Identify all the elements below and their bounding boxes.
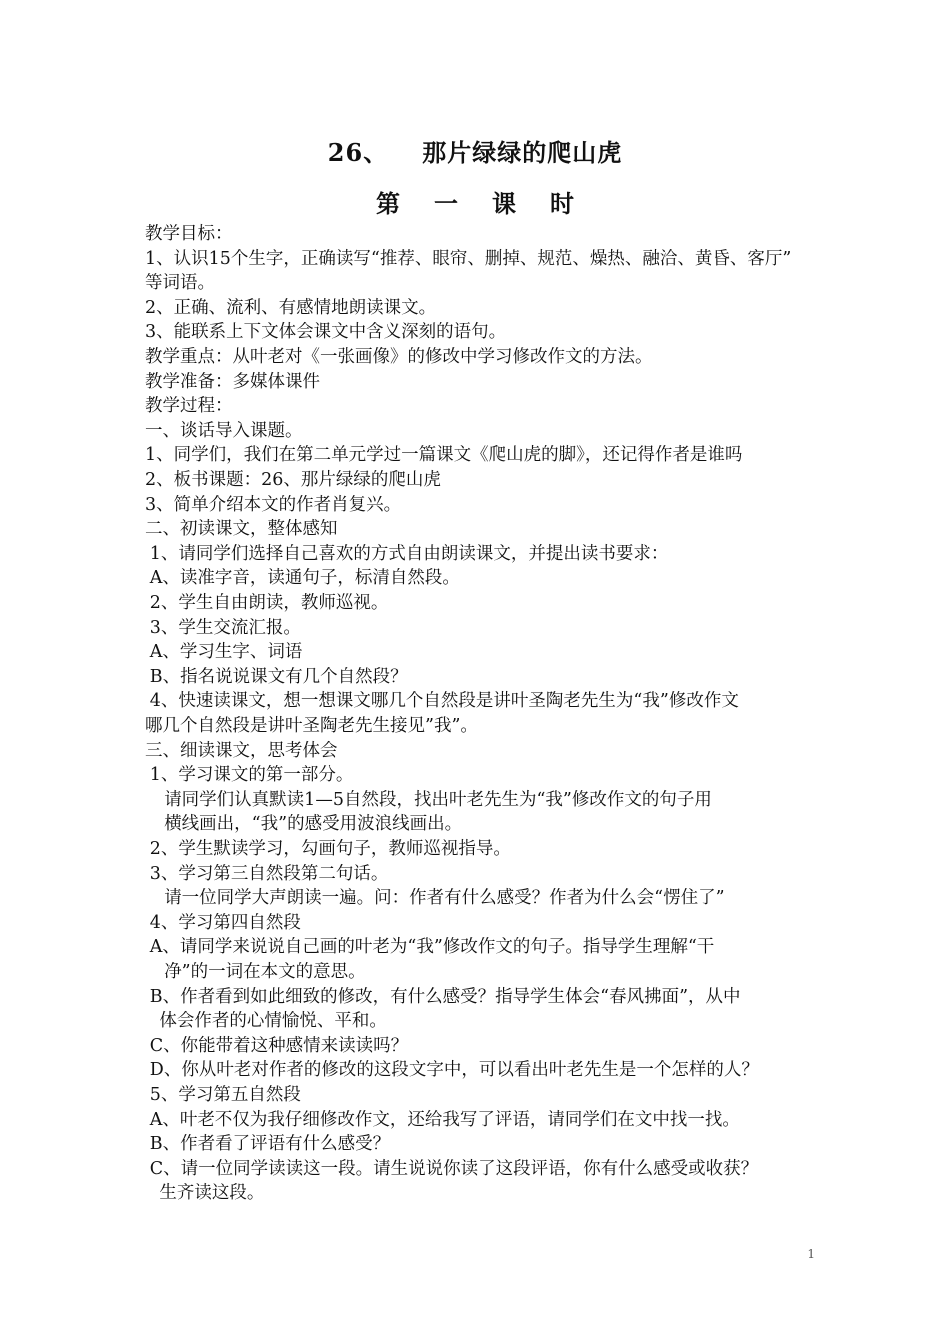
text-line: 横线画出，“我”的感受用波浪线画出。 [164, 814, 463, 835]
text-line: 体会作者的心情愉悦、平和。 [159, 1011, 387, 1032]
text-line: 教学目标： [145, 224, 233, 244]
text-line: 哪几个自然段是讲叶圣陶老先生接见”我”。 [145, 716, 478, 736]
text-line: 1、学习课文的第一部分。 [149, 765, 354, 786]
text-line: 教学重点：从叶老对《一张画像》的修改中学习修改作文的方法。 [145, 347, 653, 367]
lesson-number: 26、 [327, 138, 389, 167]
text-line: 3、能联系上下文体会课文中含义深刻的语句。 [145, 322, 507, 343]
text-line: 1、认识15个生字，正确读写“推荐、眼帘、删掉、规范、燥热、融洽、黄昏、客厅” [145, 248, 792, 269]
text-line: 2、板书课题：26、那片绿绿的爬山虎 [145, 470, 441, 490]
text-line: D、你从叶老对作者的修改的这段文字中，可以看出叶老先生是一个怎样的人？ [149, 1060, 759, 1081]
text-line: 二、初读课文，整体感知 [145, 519, 338, 540]
text-line: C、请一位同学读读这一段。请生说说你读了这段评语，你有什么感受或收获？ [149, 1158, 759, 1179]
text-line: A、读准字音，读通句子，标清自然段。 [149, 568, 460, 589]
text-line: B、指名说说课文有几个自然段？ [149, 666, 408, 687]
text-line: 2、正确、流利、有感情地朗读课文。 [145, 297, 437, 318]
text-line: 教学过程： [145, 396, 233, 417]
text-line: 2、学生自由朗读，教师巡视。 [149, 593, 389, 613]
text-line: 一、谈话导入课题。 [145, 420, 303, 441]
text-line: 请同学们认真默读1—5自然段，找出叶老先生为“我”修改作文的句子用 [164, 789, 712, 810]
text-line: 3、学生交流汇报。 [149, 617, 301, 638]
text-line: 教学准备：多媒体课件 [145, 371, 320, 392]
page-number: 1 [807, 1247, 815, 1261]
text-line: 请一位同学大声朗读一遍。问：作者有什么感受？作者为什么会“愣住了” [164, 888, 725, 909]
text-line: 4、快速读课文，想一想课文哪几个自然段是讲叶圣陶老先生为“我”修改作文 [149, 691, 739, 712]
text-line: B、作者看到如此细致的修改，有什么感受？指导学生体会“春风拂面”，从中 [149, 986, 741, 1007]
text-line: 净”的一词在本文的意思。 [164, 962, 366, 982]
text-line: 生齐读这段。 [159, 1183, 265, 1204]
text-line: 1、请同学们选择自己喜欢的方式自由朗读课文，并提出读书要求： [149, 543, 669, 564]
text-line: A、请同学来说说自己画的叶老为“我”修改作文的句子。指导学生理解“干 [149, 937, 715, 958]
text-line: 3、学习第三自然段第二句话。 [149, 863, 389, 884]
text-line: C、你能带着这种感情来读读吗？ [149, 1035, 409, 1056]
lesson-title [0, 133, 950, 168]
text-line: 三、细读课文，思考体会 [145, 740, 338, 761]
lesson-title-text: 那片绿绿的爬山虎 [422, 138, 623, 167]
text-line: 2、学生默读学习，勾画句子，教师巡视指导。 [149, 839, 511, 859]
text-line: A、叶老不仅为我仔细修改作文，还给我写了评语，请同学们在文中找一找。 [149, 1109, 740, 1130]
text-line: 1、同学们，我们在第二单元学过一篇课文《爬山虎的脚》，还记得作者是谁吗 [145, 445, 743, 466]
text-line: B、作者看了评语有什么感受？ [149, 1134, 391, 1155]
text-line: 3、简单介绍本文的作者肖复兴。 [145, 494, 402, 515]
text-line: 5、学习第五自然段 [149, 1085, 301, 1105]
text-line: 4、学习第四自然段 [149, 912, 301, 933]
text-line: 等词语。 [145, 273, 215, 294]
text-line: A、学习生字、词语 [149, 642, 303, 663]
lesson-subtitle: 第一课时 [376, 189, 608, 218]
